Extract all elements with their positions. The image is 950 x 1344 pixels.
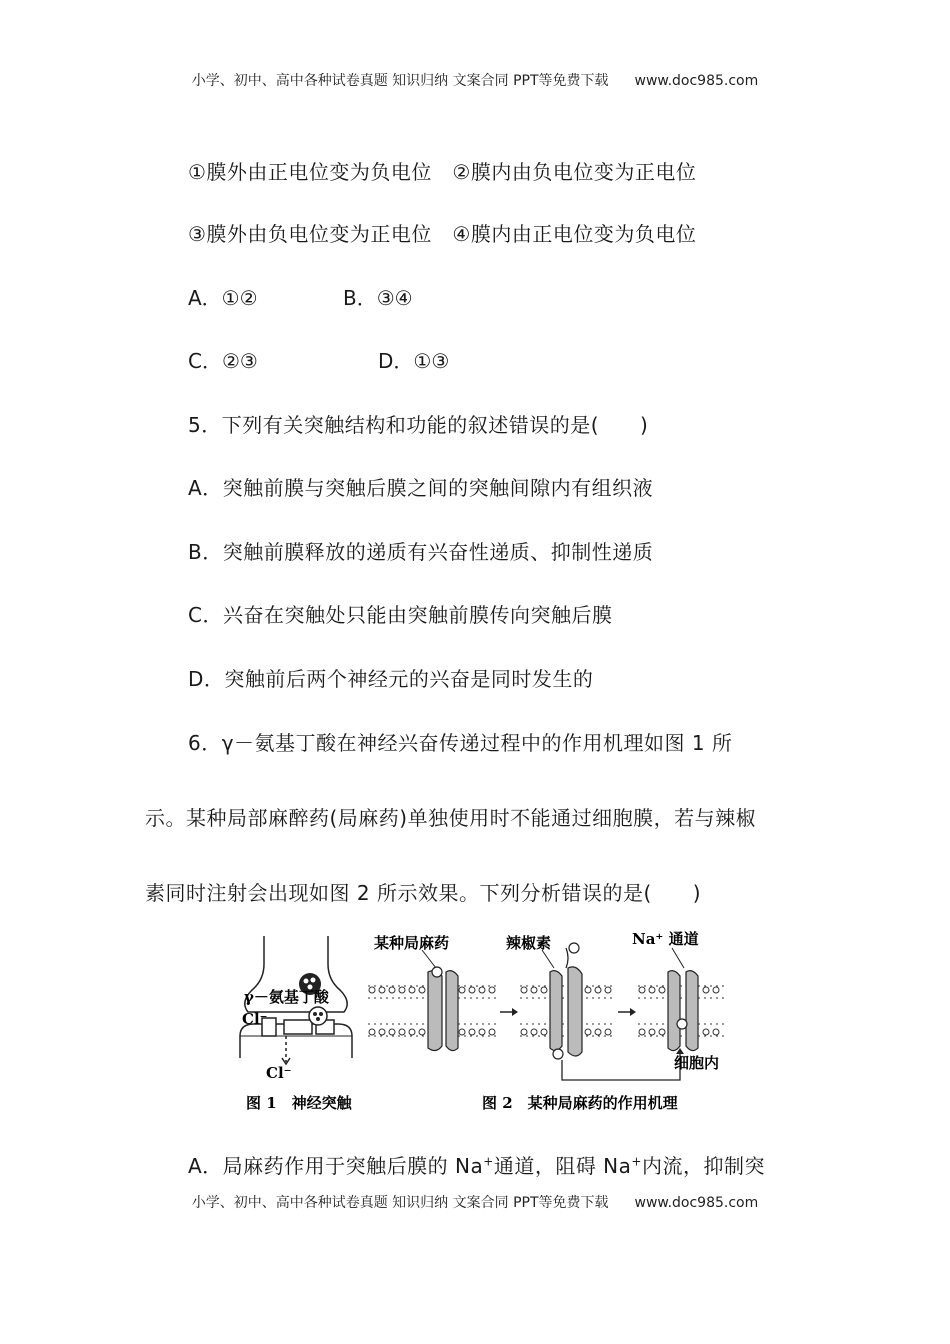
header-text: 小学、初中、高中各种试卷真题 知识归纳 文案合同 PPT等免费下载	[191, 73, 609, 89]
anesthetic-molecule	[553, 1049, 563, 1059]
fig2-mechanism	[368, 943, 724, 1080]
na-channel-protein	[428, 971, 442, 1051]
fig2-caption: 图 2 某种局麻药的作用机理	[482, 1094, 678, 1112]
fig2-label-drug: 某种局麻药	[374, 934, 450, 952]
q6-option-a-part1: A．局麻药作用于突触后膜的 Na	[188, 1154, 484, 1178]
na-channel-protein	[668, 971, 680, 1051]
footer-site-link[interactable]: www.doc985.com	[634, 1195, 759, 1211]
footer-text: 小学、初中、高中各种试卷真题 知识归纳 文案合同 PPT等免费下载	[191, 1195, 609, 1211]
releasing-vesicle	[309, 1007, 327, 1025]
header-site-link[interactable]: www.doc985.com	[634, 73, 759, 89]
page-header	[0, 70, 950, 90]
sup-plus: +	[483, 1154, 494, 1169]
q6-figure	[236, 928, 726, 1118]
q4-statements-line2: ③膜外由负电位变为正电位 ④膜内由正电位变为负电位	[188, 222, 697, 246]
q6-stem-line3: 素同时注射会出现如图 2 所示效果。下列分析错误的是( )	[145, 881, 702, 905]
q5-option-a: A．突触前膜与突触后膜之间的突触间隙内有组织液	[188, 476, 654, 500]
capsaicin-molecule	[569, 943, 579, 953]
q6-option-a-part3: 内流，抑制突	[641, 1154, 765, 1178]
q4-option-b: B．③④	[343, 286, 413, 310]
fig1-label-cl-top: Cl⁻	[242, 1010, 268, 1028]
q5-option-b: B．突触前膜释放的递质有兴奋性递质、抑制性递质	[188, 540, 654, 564]
q6-option-a	[188, 1150, 765, 1179]
anesthetic-molecule	[677, 1019, 687, 1029]
fig2-label-capsaicin: 辣椒素	[506, 934, 552, 952]
q6-option-a-part2: 通道，阻碍 Na	[493, 1154, 632, 1178]
na-channel-protein	[550, 971, 562, 1051]
page-footer	[0, 1192, 950, 1212]
q4-statements-line1: ①膜外由正电位变为负电位 ②膜内由负电位变为正电位	[188, 160, 697, 184]
q4-option-c: C．②③	[188, 349, 258, 373]
na-channel-protein	[446, 971, 458, 1051]
q6-stem-line1: 6．γ－氨基丁酸在神经兴奋传递过程中的作用机理如图 1 所	[188, 731, 733, 755]
fig2-label-channel: Na⁺ 通道	[632, 930, 699, 948]
sup-plus: +	[631, 1154, 642, 1169]
q5-stem: 5．下列有关突触结构和功能的叙述错误的是( )	[188, 413, 649, 437]
fig2-label-inside: 细胞内	[674, 1054, 720, 1072]
q5-option-d: D．突触前后两个神经元的兴奋是同时发生的	[188, 667, 594, 691]
receptor-channel	[284, 1020, 312, 1034]
q4-option-a: A．①②	[188, 286, 258, 310]
fig1-label-cl-bottom: Cl⁻	[266, 1064, 292, 1082]
q6-stem-line2: 示。某种局部麻醉药(局麻药)单独使用时不能通过细胞膜，若与辣椒	[145, 806, 757, 830]
q5-option-c: C．兴奋在突触处只能由突触前膜传向突触后膜	[188, 603, 613, 627]
fig1-label-gaba: γ－氨基丁酸	[244, 988, 329, 1006]
capsaicin-opened-channel	[568, 967, 582, 1056]
blocked-na-channel	[686, 971, 698, 1051]
q4-option-d: D．①③	[378, 349, 450, 373]
anesthetic-molecule	[432, 967, 442, 977]
fig1-caption: 图 1 神经突触	[246, 1094, 352, 1112]
